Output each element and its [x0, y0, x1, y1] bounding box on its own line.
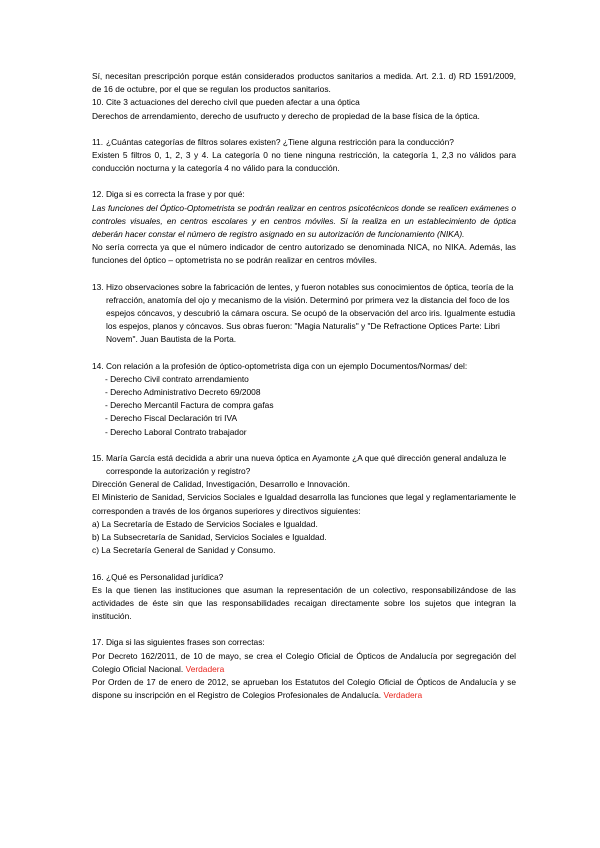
question-10: [92, 96, 516, 109]
statement-text: Por Orden de 17 de enero de 2012, se aprueban los Estatutos del Colegio Oficial de Ópticos de Andalucía y se dispone su inscripción en el Registro de Colegios Profesionales de Andalucía.: [92, 676, 516, 701]
question-text: Cite 3 actuaciones del derecho civil que pueden afectar a una óptica: [106, 97, 360, 108]
question-number: 17.: [92, 637, 104, 648]
question-number: 13.: [92, 281, 104, 292]
answer-10: Derechos de arrendamiento, derecho de usufructo y derecho de propiedad de la base física de la óptica.: [92, 110, 480, 121]
question-16: [92, 571, 516, 584]
question-14: [92, 360, 516, 373]
question-text: Con relación a la profesión de óptico-optometrista diga con un ejemplo Documentos/Normas/ del:: [106, 360, 468, 371]
law-examples-list: [92, 373, 516, 439]
question-text: ¿Cuántas categorías de filtros solares existen? ¿Tiene alguna restricción para la conducción?: [106, 136, 454, 147]
question-text: María García está decidida a abrir una nueva óptica en Ayamonte ¿A que qué dirección general andaluza le corresponde la autorización y registro?: [106, 452, 507, 477]
question-number: 11.: [92, 136, 104, 147]
verdict-label: Verdadera: [185, 663, 225, 674]
question-12: [92, 188, 516, 201]
question-13: [92, 281, 516, 347]
answer-11: Existen 5 filtros 0, 1, 2, 3 y 4. La categoría 0 no tiene ninguna restricción, la categoría 1, 2,3 no válidos para conducción nocturna y la categoría 4 no válido para la conducción.: [92, 150, 516, 174]
question-15: [92, 452, 516, 478]
question-number: 16.: [92, 571, 104, 582]
answer-9-text: Sí, necesitan prescripción porque están considerados productos sanitarios a medida. Art. 2.1. d) RD 1591/2009, de 16 de octubre, por el que se regulan los productos sanitarios.: [92, 71, 516, 95]
question-number: 12.: [92, 189, 104, 200]
question-number: 10.: [92, 97, 104, 108]
question-text: Diga si es correcta la frase y por qué:: [106, 189, 245, 200]
verdict-label: Verdadera: [383, 690, 423, 701]
answer-15-ministry: El Ministerio de Sanidad, Servicios Sociales e Igualdad desarrolla las funciones que legal y reglamentariamente le corresponden a través de los órganos superiores y directivos siguientes:: [92, 492, 516, 516]
list-item: - Derecho Mercantil Factura de compra gafas: [105, 400, 274, 411]
list-item: b) La Subsecretaría de Sanidad, Servicios Sociales e Igualdad.: [92, 532, 327, 543]
answer-15-direction: Dirección General de Calidad, Investigación, Desarrollo e Innovación.: [92, 479, 350, 490]
question-17: [92, 636, 516, 649]
question-text: Diga si las siguientes frases son correctas:: [106, 637, 265, 648]
statement-1: [92, 650, 516, 676]
answer-16: Es la que tienen las instituciones que asuman la representación de un colectivo, responsabilizándose de las actividades de éste sin que las responsabilidades recaigan directamente sobre los sujetos que integran la institución.: [92, 584, 516, 622]
list-item: - Derecho Laboral Contrato trabajador: [105, 426, 247, 437]
list-item: - Derecho Administrativo Decreto 69/2008: [105, 387, 261, 398]
question-11: [92, 136, 516, 149]
statement-2: [92, 676, 516, 702]
question-text: ¿Qué es Personalidad jurídica?: [106, 571, 224, 582]
answer-12: No sería correcta ya que el número indicador de centro autorizado se denominada NICA, no NIKA. Además, las funciones del óptico – optometrista no se podrán realizar en centros móviles.: [92, 242, 516, 266]
question-number: 15.: [92, 452, 104, 463]
list-item: - Derecho Fiscal Declaración tri IVA: [105, 413, 238, 424]
list-item: a) La Secretaría de Estado de Servicios Sociales e Igualdad.: [92, 518, 318, 529]
list-item: c) La Secretaría General de Sanidad y Consumo.: [92, 545, 276, 556]
question-text: Hizo observaciones sobre la fabricación de lentes, y fueron notables sus conocimientos de óptica, teoría de la refracción, anatomía del ojo y mecanismo de la visión. Determinó por primera vez la distancia del foco de los espejos cóncavos, y descubrió la cámara oscura. Se ocupó de la observación del arco iris. Igualmente estudia los espejos, planos y cóncavos. Sus obras fueron: "Magia Naturalis" y "De Refractione Optices Parte: Libri Novem". Juan Bautista de la Porta.: [106, 281, 516, 345]
statement-text: Por Decreto 162/2011, de 10 de mayo, se crea el Colegio Oficial de Ópticos de Andalucía por segregación del Colegio Oficial Nacional.: [92, 650, 516, 674]
question-number: 14.: [92, 360, 104, 371]
quoted-statement: Las funciones del Óptico-Optometrista se podrán realizar en centros psicotécnicos donde se realicen exámenes o controles visuales, en centros escolares y en centros móviles. Si la realiza en un establecimiento de óptica deberán hacer constar el número de registro asignado en su autorización de funcionamiento (NIKA).: [92, 202, 516, 240]
list-item: - Derecho Civil contrato arrendamiento: [105, 373, 249, 384]
document-page: [92, 70, 516, 702]
